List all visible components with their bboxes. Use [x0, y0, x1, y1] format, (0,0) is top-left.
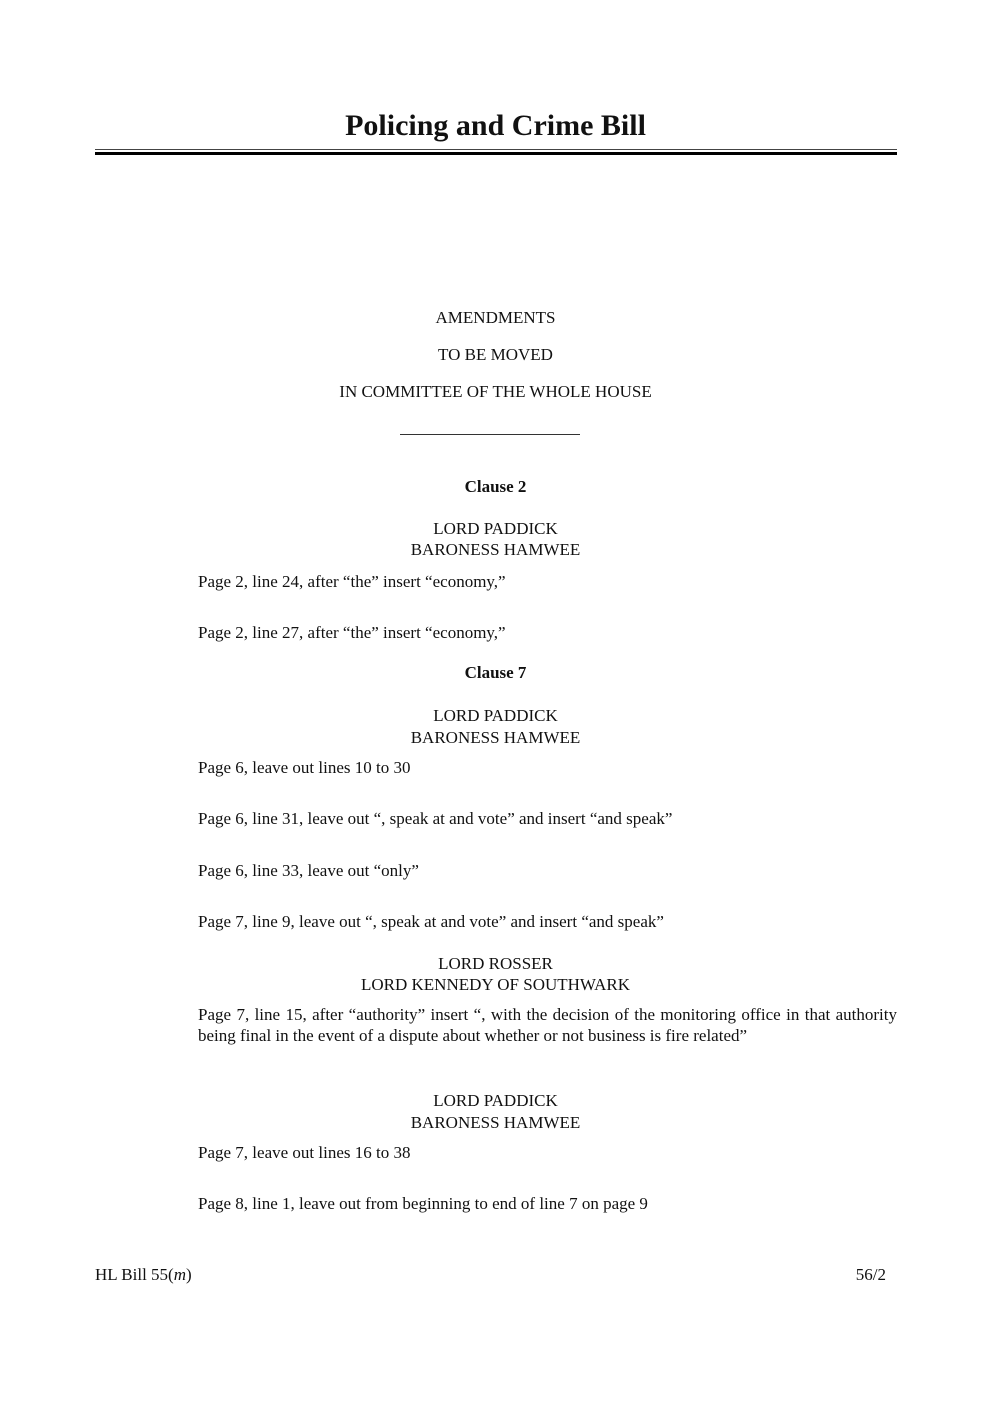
amendment: Page 2, line 27, after “the” insert “economy,” — [198, 623, 506, 642]
heading-line: TO BE MOVED — [438, 345, 553, 364]
heading-line: AMENDMENTS — [435, 308, 556, 327]
sponsor-name: LORD PADDICK — [433, 706, 558, 725]
amendment: Page 7, line 15, after “authority” insert “, with the decision of the monitoring office in that authority being final in the event of a dispute about whether or not business is fire related” — [198, 1005, 897, 1045]
clause-heading: Clause 7 — [464, 663, 527, 682]
sponsor-name: BARONESS HAMWEE — [410, 1113, 581, 1132]
title-rule-thin — [95, 149, 897, 150]
amendment: Page 6, line 31, leave out “, speak at and vote” and insert “and speak” — [198, 809, 673, 828]
amendment: Page 6, leave out lines 10 to 30 — [198, 758, 411, 777]
amendment: Page 8, line 1, leave out from beginning to end of line 7 on page 9 — [198, 1194, 648, 1213]
separator-rule — [400, 434, 580, 435]
amendment: Page 7, line 9, leave out “, speak at and vote” and insert “and speak” — [198, 912, 664, 931]
title-rule-thick — [95, 152, 897, 155]
amendment: Page 2, line 24, after “the” insert “economy,” — [198, 572, 506, 591]
document-title: Policing and Crime Bill — [345, 109, 646, 142]
amendment: Page 6, line 33, leave out “only” — [198, 861, 419, 880]
sponsor-name: LORD ROSSER — [438, 954, 553, 973]
sponsor-name: LORD PADDICK — [433, 519, 558, 538]
amendment: Page 7, leave out lines 16 to 38 — [198, 1143, 411, 1162]
bill-number-suffix: m — [173, 1265, 186, 1284]
bill-number-close: ) — [185, 1265, 192, 1284]
sponsor-name: BARONESS HAMWEE — [410, 728, 581, 747]
page-reference: 56/2 — [855, 1265, 886, 1284]
clause-heading: Clause 2 — [464, 477, 527, 496]
sponsor-name: LORD PADDICK — [433, 1091, 558, 1110]
sponsor-name: LORD KENNEDY OF SOUTHWARK — [360, 975, 630, 994]
bill-number — [95, 1264, 192, 1285]
heading-line: IN COMMITTEE OF THE WHOLE HOUSE — [339, 382, 652, 401]
sponsor-name: BARONESS HAMWEE — [410, 540, 581, 559]
bill-number-prefix: HL Bill 55( — [95, 1265, 174, 1284]
